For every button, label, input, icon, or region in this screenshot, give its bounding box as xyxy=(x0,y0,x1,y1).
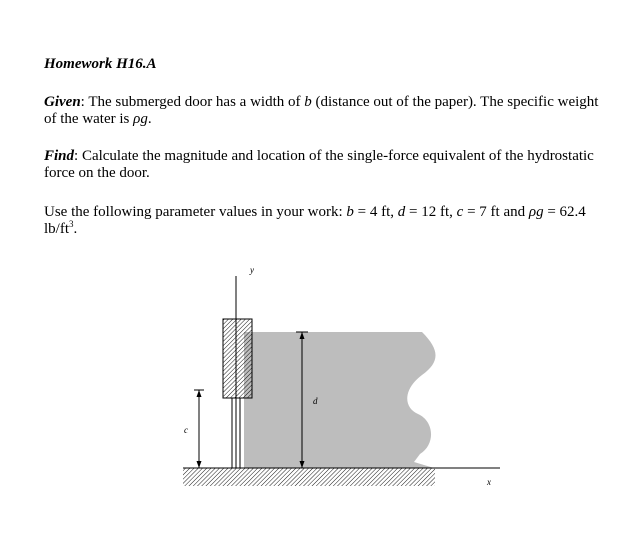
find-label: Find xyxy=(44,148,75,164)
params-c-value: = 7 ft and xyxy=(463,204,529,220)
given-text-3: . xyxy=(147,111,152,127)
label-x: x xyxy=(487,477,491,487)
params-b-var: b xyxy=(346,204,354,220)
params-c-var: c xyxy=(456,204,464,220)
dimension-c-arrow-bottom xyxy=(197,461,202,468)
given-var-b: b xyxy=(304,94,312,110)
given-rho-g: ρg xyxy=(133,111,148,127)
dimension-c-arrow-top xyxy=(197,390,202,397)
homework-title: Homework H16.A xyxy=(44,56,157,72)
water-region xyxy=(244,332,436,468)
given-label: Given xyxy=(44,94,81,110)
given-text-2: (distance out of the paper). The specific weight of the water is xyxy=(44,94,599,127)
params-rho-value: = 62.4 lb/ft xyxy=(44,204,586,237)
label-y: y xyxy=(250,265,254,275)
params-b-value: = 4 ft, xyxy=(353,204,398,220)
params-d-value: = 12 ft, xyxy=(405,204,457,220)
find-text: Calculate the magnitude and location of the single-force equivalent of the hydrostatic force on the door. xyxy=(44,148,594,181)
label-c: c xyxy=(184,425,188,435)
ground-hatch xyxy=(183,468,435,486)
params-rho-g: ρg xyxy=(528,204,544,220)
params-intro: Use the following parameter values in your work: xyxy=(44,204,347,220)
label-d: d xyxy=(313,396,318,406)
door xyxy=(223,319,252,398)
params-d-var: d xyxy=(397,204,406,220)
find-colon: : xyxy=(74,148,79,164)
given-colon: : xyxy=(80,94,85,110)
params-end: . xyxy=(73,221,78,237)
params-exponent: 3 xyxy=(69,219,74,229)
given-text-1: The submerged door has a width of xyxy=(84,94,305,110)
